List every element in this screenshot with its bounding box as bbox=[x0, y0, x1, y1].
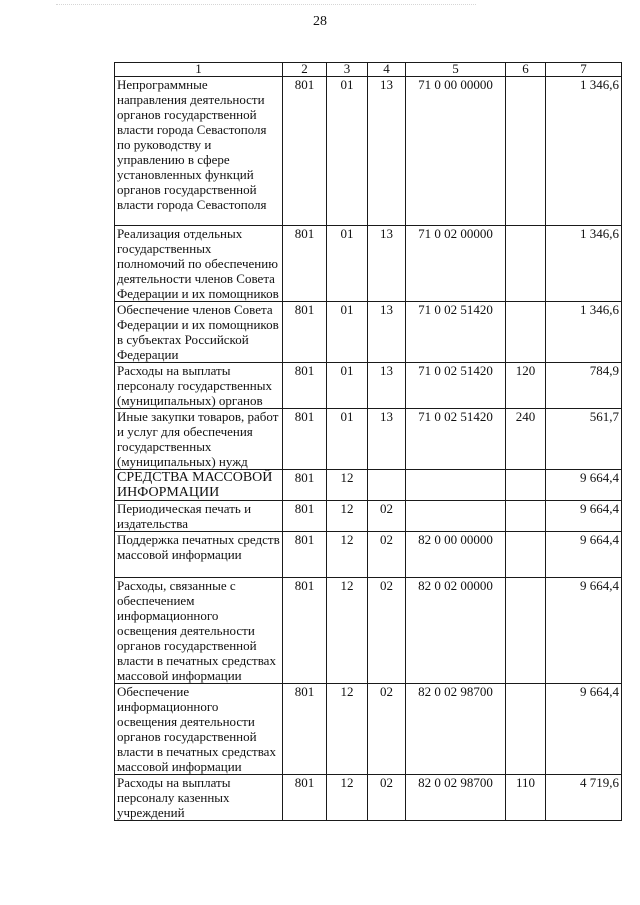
section-code: 01 bbox=[327, 77, 368, 226]
section-code: 12 bbox=[327, 578, 368, 684]
section-code: 01 bbox=[327, 409, 368, 470]
row-name: Непрограммные направления деятельности органов государственной власти города Севастополя по руководству и управлению в сфере установленных функций органов государственной власти города Севастополя bbox=[115, 77, 283, 226]
row-name: Расходы, связанные с обеспечением информационного освещения деятельности органов государственной власти в печатных средствах массовой информации bbox=[115, 578, 283, 684]
expense-code: 240 bbox=[506, 409, 546, 470]
amount: 561,7 bbox=[546, 409, 622, 470]
amount: 1 346,6 bbox=[546, 77, 622, 226]
table-row bbox=[115, 302, 622, 363]
column-header-1: 1 bbox=[115, 63, 283, 77]
row-name: Иные закупки товаров, работ и услуг для обеспечения государственных (муниципальных) нужд bbox=[115, 409, 283, 470]
subsection-code: 02 bbox=[368, 775, 406, 821]
expense-code bbox=[506, 77, 546, 226]
expense-code bbox=[506, 532, 546, 578]
target-code: 82 0 02 98700 bbox=[406, 684, 506, 775]
row-name: Периодическая печать и издательства bbox=[115, 501, 283, 532]
expense-code bbox=[506, 226, 546, 302]
page-number: 28 bbox=[313, 14, 327, 29]
expense-code: 120 bbox=[506, 363, 546, 409]
section-code: 12 bbox=[327, 470, 368, 501]
subsection-code: 02 bbox=[368, 684, 406, 775]
ministry-code: 801 bbox=[283, 684, 327, 775]
table-row bbox=[115, 578, 622, 684]
table-row bbox=[115, 77, 622, 226]
section-code: 12 bbox=[327, 501, 368, 532]
section-code: 12 bbox=[327, 532, 368, 578]
column-header-6: 6 bbox=[506, 63, 546, 77]
table-row bbox=[115, 363, 622, 409]
section-code: 01 bbox=[327, 226, 368, 302]
amount: 9 664,4 bbox=[546, 501, 622, 532]
ministry-code: 801 bbox=[283, 302, 327, 363]
amount: 9 664,4 bbox=[546, 532, 622, 578]
ministry-code: 801 bbox=[283, 578, 327, 684]
section-code: 01 bbox=[327, 363, 368, 409]
subsection-code: 02 bbox=[368, 501, 406, 532]
row-name: СРЕДСТВА МАССОВОЙ ИНФОРМАЦИИ bbox=[115, 470, 283, 501]
target-code: 71 0 02 51420 bbox=[406, 363, 506, 409]
table-row bbox=[115, 501, 622, 532]
ministry-code: 801 bbox=[283, 77, 327, 226]
expense-code: 110 bbox=[506, 775, 546, 821]
subsection-code: 13 bbox=[368, 226, 406, 302]
target-code bbox=[406, 501, 506, 532]
amount: 9 664,4 bbox=[546, 684, 622, 775]
expense-code bbox=[506, 684, 546, 775]
section-code: 01 bbox=[327, 302, 368, 363]
target-code: 82 0 00 00000 bbox=[406, 532, 506, 578]
amount: 1 346,6 bbox=[546, 302, 622, 363]
column-header-5: 5 bbox=[406, 63, 506, 77]
section-code: 12 bbox=[327, 684, 368, 775]
scan-artifact-line bbox=[56, 4, 476, 11]
row-name: Расходы на выплаты персоналу казенных учреждений bbox=[115, 775, 283, 821]
amount: 9 664,4 bbox=[546, 470, 622, 501]
table-row bbox=[115, 409, 622, 470]
subsection-code: 13 bbox=[368, 302, 406, 363]
ministry-code: 801 bbox=[283, 501, 327, 532]
target-code: 71 0 00 00000 bbox=[406, 77, 506, 226]
row-name: Поддержка печатных средств массовой информации bbox=[115, 532, 283, 578]
target-code: 82 0 02 00000 bbox=[406, 578, 506, 684]
ministry-code: 801 bbox=[283, 226, 327, 302]
subsection-code: 02 bbox=[368, 578, 406, 684]
ministry-code: 801 bbox=[283, 409, 327, 470]
expense-code bbox=[506, 578, 546, 684]
row-name: Обеспечение информационного освещения деятельности органов государственной власти в печатных средствах массовой информации bbox=[115, 684, 283, 775]
table-row bbox=[115, 470, 622, 501]
target-code bbox=[406, 470, 506, 501]
expense-code bbox=[506, 302, 546, 363]
row-name: Реализация отдельных государственных полномочий по обеспечению деятельности членов Совета Федерации и их помощников bbox=[115, 226, 283, 302]
table-row bbox=[115, 775, 622, 821]
budget-table bbox=[114, 62, 622, 821]
ministry-code: 801 bbox=[283, 363, 327, 409]
section-code: 12 bbox=[327, 775, 368, 821]
expense-code bbox=[506, 501, 546, 532]
ministry-code: 801 bbox=[283, 532, 327, 578]
target-code: 82 0 02 98700 bbox=[406, 775, 506, 821]
table-row bbox=[115, 226, 622, 302]
column-header-4: 4 bbox=[368, 63, 406, 77]
amount: 784,9 bbox=[546, 363, 622, 409]
amount: 9 664,4 bbox=[546, 578, 622, 684]
column-header-3: 3 bbox=[327, 63, 368, 77]
amount: 1 346,6 bbox=[546, 226, 622, 302]
target-code: 71 0 02 51420 bbox=[406, 302, 506, 363]
subsection-code bbox=[368, 470, 406, 501]
table-row bbox=[115, 532, 622, 578]
ministry-code: 801 bbox=[283, 775, 327, 821]
subsection-code: 02 bbox=[368, 532, 406, 578]
column-header-7: 7 bbox=[546, 63, 622, 77]
amount: 4 719,6 bbox=[546, 775, 622, 821]
header-row bbox=[115, 63, 622, 77]
subsection-code: 13 bbox=[368, 409, 406, 470]
column-header-2: 2 bbox=[283, 63, 327, 77]
table-row bbox=[115, 684, 622, 775]
subsection-code: 13 bbox=[368, 77, 406, 226]
ministry-code: 801 bbox=[283, 470, 327, 501]
target-code: 71 0 02 00000 bbox=[406, 226, 506, 302]
expense-code bbox=[506, 470, 546, 501]
subsection-code: 13 bbox=[368, 363, 406, 409]
target-code: 71 0 02 51420 bbox=[406, 409, 506, 470]
row-name: Обеспечение членов Совета Федерации и их помощников в субъектах Российской Федерации bbox=[115, 302, 283, 363]
row-name: Расходы на выплаты персоналу государственных (муниципальных) органов bbox=[115, 363, 283, 409]
